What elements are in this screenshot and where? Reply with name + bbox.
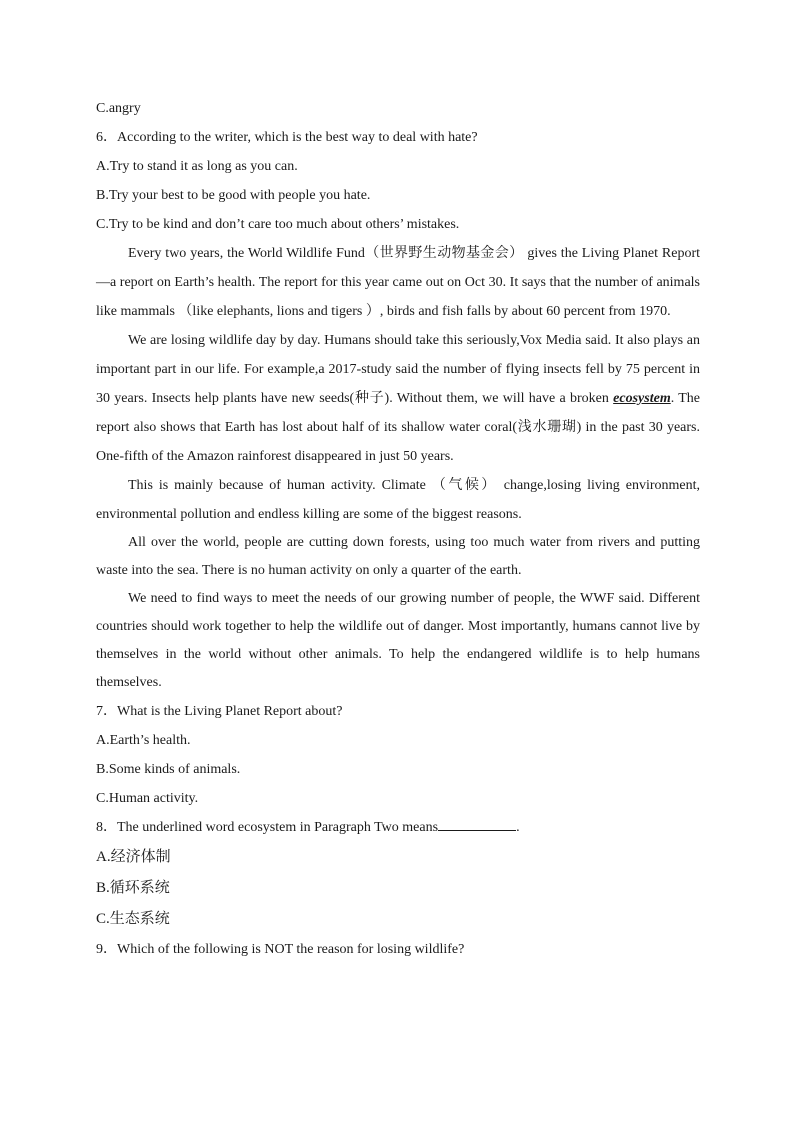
q6-question: 6．According to the writer, which is the best way to deal with hate? [96,130,478,145]
paragraph-2-text-end: . The report also shows that Earth has lost about half of its shallow water coral(浅水珊瑚) in the past 30 years. One-fifth of the Amazon rainforest disappeared in just 50 years. [96,391,701,464]
q6-option-a: A.Try to stand it as long as you can. [96,159,298,174]
q8-question-end: . [516,820,520,835]
q7-option-b: B.Some kinds of animals. [96,762,241,777]
passage-paragraph-5: We need to find ways to meet the needs of our growing number of people, the WWF said. Different countries should work together to help the wildlife out of danger. Most importantly, humans cannot live by themselves in the world without other animals. To help the endangered wildlife is to help humans themselves. [96,591,700,690]
passage-paragraph-1: Every two years, the World Wildlife Fund（世界野生动物基金会） gives the Living Planet Report—a report on Earth’s health. The report for this year came out on Oct 30. It says that the number of animals like mammals （like elephants, lions and tigers ）, birds and fish falls by about 60 percent from 1970. [96,246,700,319]
q8-option-c: C.生态系统 [96,911,170,927]
q8-option-b: B.循环系统 [96,880,170,896]
q6-option-b: B.Try your best to be good with people you hate. [96,188,371,203]
q7-option-c: C.Human activity. [96,791,199,806]
passage-paragraph-3: This is mainly because of human activity. Climate （气候） change,losing living environment, environmental pollution and endless killing are some of the biggest reasons. [96,478,700,522]
q7-question: 7．What is the Living Planet Report about? [96,704,343,719]
underlined-word-ecosystem: ecosystem [613,391,671,406]
q8-option-a: A.经济体制 [96,849,171,865]
paragraph-2-text-start: We are losing wildlife day by day. Humans should take this seriously,Vox Media said. It also plays an important part in our life. For example,a 2017-study said the number of flying insects fell by 75 percent in 30 years. Insects help plants have new seeds(种子). Without them, we will have a broken [96,333,700,406]
worksheet-page [96,94,700,964]
answer-blank [438,816,516,831]
q9-question: 9．Which of the following is NOT the reason for losing wildlife? [96,942,465,957]
q8-question [96,813,700,842]
q8-question-text: 8．The underlined word ecosystem in Paragraph Two means [96,820,439,835]
q6-option-c: C.Try to be kind and don’t care too much about others’ mistakes. [96,217,460,232]
q5-option-c: C.angry [96,101,141,116]
passage-paragraph-2 [96,326,700,471]
q7-option-a: A.Earth’s health. [96,733,191,748]
passage-paragraph-4: All over the world, people are cutting down forests, using too much water from rivers and putting waste into the sea. There is no human activity on only a quarter of the earth. [96,535,700,578]
